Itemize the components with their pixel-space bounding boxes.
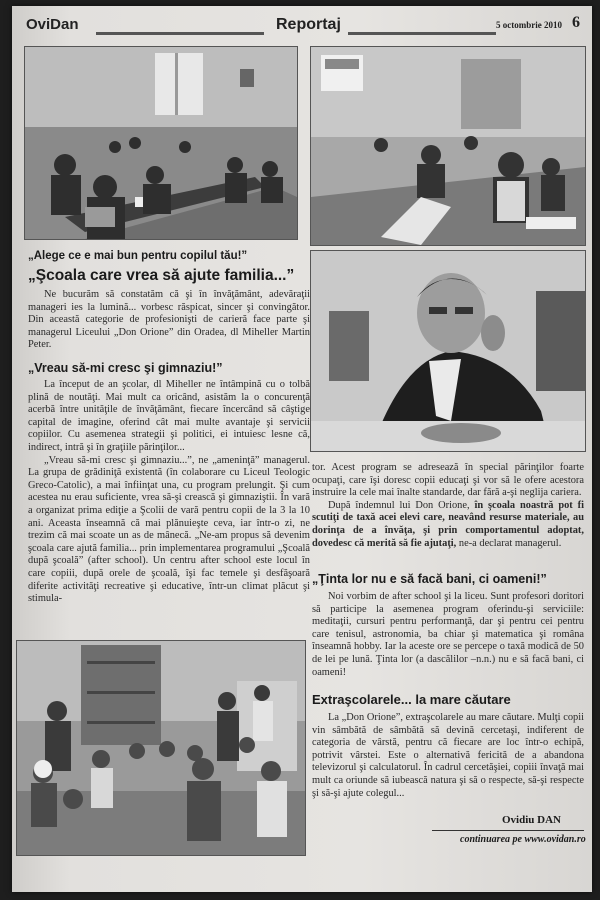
page-number: 6 xyxy=(572,14,580,31)
header-rule-right xyxy=(348,32,496,35)
section-title: Reportaj xyxy=(276,16,341,33)
body-left-p1: La început de an şcolar, dl Miheller ne întâmpină cu o tolbă plină de noutăţi. Mai mult ca oricând, asistăm la o concurenţă acerbă între unităţile de învăţământ, fiecare încercând să câştige capital de imagine, oferind cât mai multe avantaje şi servicii copiilor. Cu asemenea strategii şi politici, ei intuiesc lesne că, indirect, intră şi în graţiile părinţilor... xyxy=(28,379,310,453)
exemption-bold: în şcoala noastră pot fi scutiţi de taxă acei elevi care, neavând resurse materiale, au dorinţa de a învăţa, şi prin comportamentul adoptat, dovedesc că merită să fie ajutaţi, xyxy=(312,499,584,549)
intro-text: Ne bucurăm să constatăm că şi în învăţământ, adevăraţii manageri ies la lumină... vorbesc răspicat, sincer şi convingător. Din această categorie de profesionişti de carieră face parte şi managerul Liceului „Don Orione” din Oradea, dl Miheller Martin Peter. xyxy=(28,289,310,351)
author-byline: Ovidiu DAN xyxy=(502,814,561,826)
body-right-exemption xyxy=(312,500,584,550)
byline-rule xyxy=(432,830,584,831)
subhead-money: „Ţinta lor nu e să facă bani, ci oameni!” xyxy=(312,572,547,586)
subhead-extracurricular: Extraşcolarele... la mare căutare xyxy=(312,692,511,707)
classroom-photo-left xyxy=(24,46,298,240)
classroom-photo-right xyxy=(310,46,586,246)
intro-paragraph xyxy=(28,289,310,352)
body-left-p2: „Vreau să-mi cresc şi gimnaziu...”, ne „ameninţă” managerul. La grupa de grădiniţă existentă (în colaborare cu Liceul Teologic Greco-Catolic), a mai înfiinţat una, cu program prelungit. Şi cum acestea nu erau suficiente, vrea să-şi crească şi gimnaziştii. În vară a organizat prima ediţie a Şcolii de vară pentru copii de la 3 la 10 ani. Aceasta înseamnă că mai plănuieşte ceva, iar într-o zi, ne trezim că mai scoate un as de mânecă. „Ne-am propus să devenim şcoala care ajută familia... prin implementarea programului „Şcoală după şcoală” (after school). Un centru after school este locul în care copiii, după orele de şcoală, îşi fac temele şi desfăşoară diferite activităţi recreative şi educative, într-un climat plăcut şi stimula- xyxy=(28,454,310,605)
body-right-continue: tor. Acest program se adresează în special părinţilor foarte ocupaţi, care îşi doresc copii educaţi şi vor să le ofere acestora instruire la cele mai înalte standarde, dar fără a-şi neglija cariera. xyxy=(312,462,584,499)
kindergarten-photo xyxy=(16,640,306,856)
exemption-tail: ne-a declarat managerul. xyxy=(458,537,562,549)
body-right-bottom xyxy=(312,712,584,800)
header-rule-left xyxy=(96,32,264,35)
body-right-p4: La „Don Orione”, extraşcolarele au mare căutare. Mulţi copii vin sâmbătă de sâmbătă să devină cercetaşi, indiferent de categoria de vârstă, pentru că fiecare are loc într-o echipă, potrivit vârstei. Este o alternativă fericită de a abandona televizorul şi calculatorul. În cadrul cercetăşiei, copiii învaţă mai mult ca oriunde să iubească natura şi să o respecte, să-şi respecte şi să-şi ajute colegul... xyxy=(312,712,584,799)
continuation-link[interactable]: continuarea pe www.ovidan.ro xyxy=(460,834,586,845)
body-right-p3: Noi vorbim de after school şi la liceu. Sunt profesori doritori să participe la asemenea program oferindu-şi serviciile: meditaţii, cursuri pentru performanţă, dar şi pentru cei pentru care tenisul, astronomia, ba chiar şi matematica şi româna înseamnă hobby. Iar la aceste ore se percepe o taxă modică de 50 de lei pe lună. Ţinta lor (a dascălilor –n.n.) nu e să facă bani, ci oameni! xyxy=(312,591,584,678)
subhead-gymnasium: „Vreau să-mi cresc şi gimnaziu!” xyxy=(28,361,223,375)
body-right-middle xyxy=(312,591,584,679)
issue-date: 5 octombrie 2010 xyxy=(496,20,562,30)
body-right-top xyxy=(312,462,584,550)
brand-name: OviDan xyxy=(26,16,79,33)
body-left xyxy=(28,379,310,606)
manager-portrait-photo xyxy=(310,250,586,452)
headline: „Şcoala care vrea să ajute familia...” xyxy=(28,267,295,284)
newspaper-page xyxy=(12,6,592,892)
exemption-lead: După îndemnul lui Don Orione, xyxy=(328,499,470,511)
kicker-title: „Alege ce e mai bun pentru copilul tău!” xyxy=(28,250,248,262)
